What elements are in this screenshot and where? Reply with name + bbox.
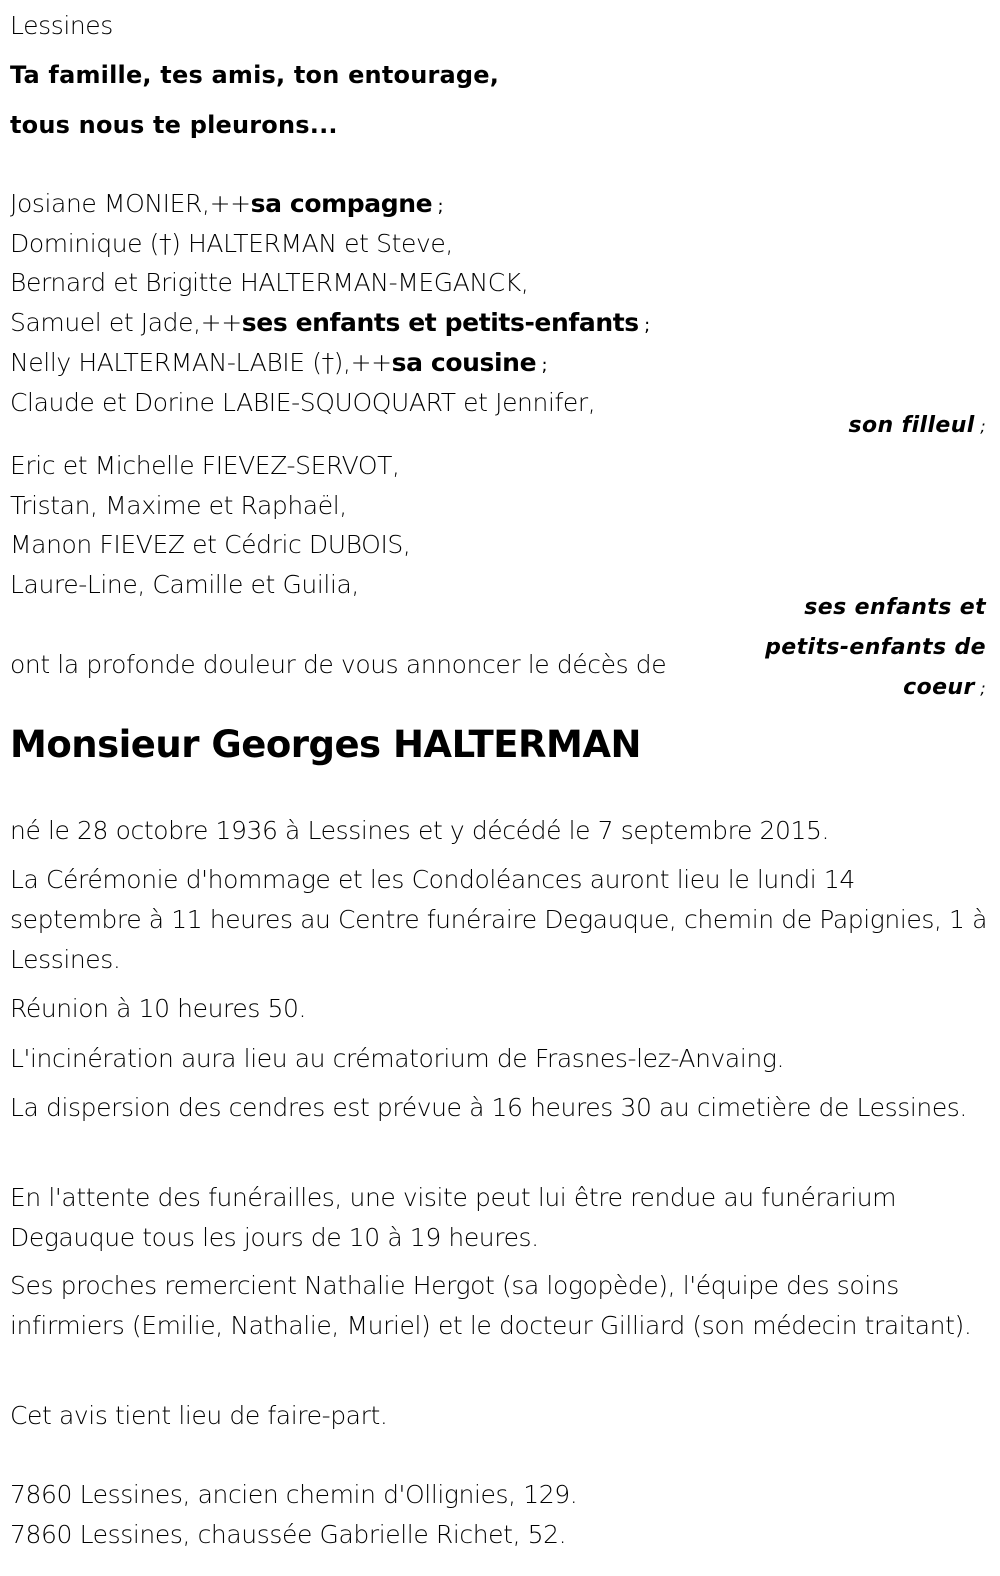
location: Lessines: [10, 11, 113, 40]
deceased-name: Monsieur Georges HALTERMAN: [10, 723, 641, 766]
family-names: Dominique (†) HALTERMAN et Steve,: [10, 229, 453, 258]
meeting-time: Réunion à 10 heures 50.: [10, 994, 307, 1023]
address-1: 7860 Lessines, ancien chemin d'Ollignies, 129.: [10, 1480, 578, 1509]
separator: ;: [638, 315, 650, 336]
family-line: [10, 451, 400, 481]
relation-text: petits-enfants de: [765, 635, 986, 660]
relation-text: son filleul: [848, 413, 975, 438]
relation-text: ses enfants et: [804, 595, 986, 620]
acknowledgements: Ses proches remercient Nathalie Hergot (sa logopède), l'équipe des soins infirmiers (Emilie, Nathalie, Muriel) et le docteur Gilliard (son médecin traitant).: [10, 1271, 972, 1340]
family-names: Josiane MONIER,++: [10, 189, 251, 218]
family-relation: ses enfants et petits-enfants: [241, 308, 639, 337]
family-line: [10, 268, 528, 298]
address-2: 7860 Lessines, chaussée Gabrielle Richet, 52.: [10, 1520, 567, 1549]
family-names: Laure-Line, Camille et Guilia,: [10, 570, 359, 599]
family-line: [10, 229, 453, 259]
relation-text: coeur: [903, 675, 975, 700]
relation-note-coeur: [765, 588, 986, 709]
family-names: Nelly HALTERMAN-LABIE (†),++: [10, 348, 392, 377]
family-names: Bernard et Brigitte HALTERMAN-MEGANCK,: [10, 268, 529, 297]
family-line: [10, 388, 595, 418]
intro-line-1: Ta famille, tes amis, ton entourage,: [10, 61, 500, 89]
family-line: [10, 348, 547, 381]
family-names: Claude et Dorine LABIE-SQUOQUART et Jennifer,: [10, 388, 596, 417]
family-line: [10, 491, 347, 521]
family-relation: sa compagne: [250, 189, 433, 218]
family-names: Tristan, Maxime et Raphaël,: [10, 491, 347, 520]
visitation-info: En l'attente des funérailles, une visite peut lui être rendue au funérarium Degauque tous les jours de 10 à 19 heures.: [10, 1183, 897, 1252]
family-line: [10, 189, 443, 222]
family-names: Manon FIEVEZ et Cédric DUBOIS,: [10, 530, 411, 559]
ceremony-info: La Cérémonie d'hommage et les Condoléances auront lieu le lundi 14 septembre à 11 heures au Centre funéraire Degauque, chemin de Papignies, 1 à Lessines.: [10, 865, 988, 974]
relation-note-filleul: [848, 406, 986, 447]
notice-statement: Cet avis tient lieu de faire-part.: [10, 1401, 388, 1430]
separator: ;: [536, 355, 548, 376]
family-names: Samuel et Jade,++: [10, 308, 242, 337]
separator: ;: [974, 679, 986, 698]
separator: ;: [432, 196, 444, 217]
intro-line-2: tous nous te pleurons...: [10, 111, 338, 139]
ash-dispersion-info: La dispersion des cendres est prévue à 16 heures 30 au cimetière de Lessines.: [10, 1093, 967, 1122]
family-line: [10, 530, 410, 560]
birth-death-dates: né le 28 octobre 1936 à Lessines et y décédé le 7 septembre 2015.: [10, 816, 830, 845]
cremation-info: L'incinération aura lieu au crématorium de Frasnes-lez-Anvaing.: [10, 1044, 784, 1073]
family-relation: sa cousine: [391, 348, 537, 377]
family-line: [10, 570, 359, 600]
family-names: Eric et Michelle FIEVEZ-SERVOT,: [10, 451, 400, 480]
family-line: [10, 308, 650, 341]
announcement: ont la profonde douleur de vous annoncer le décès de: [10, 650, 667, 679]
separator: ;: [974, 417, 986, 436]
